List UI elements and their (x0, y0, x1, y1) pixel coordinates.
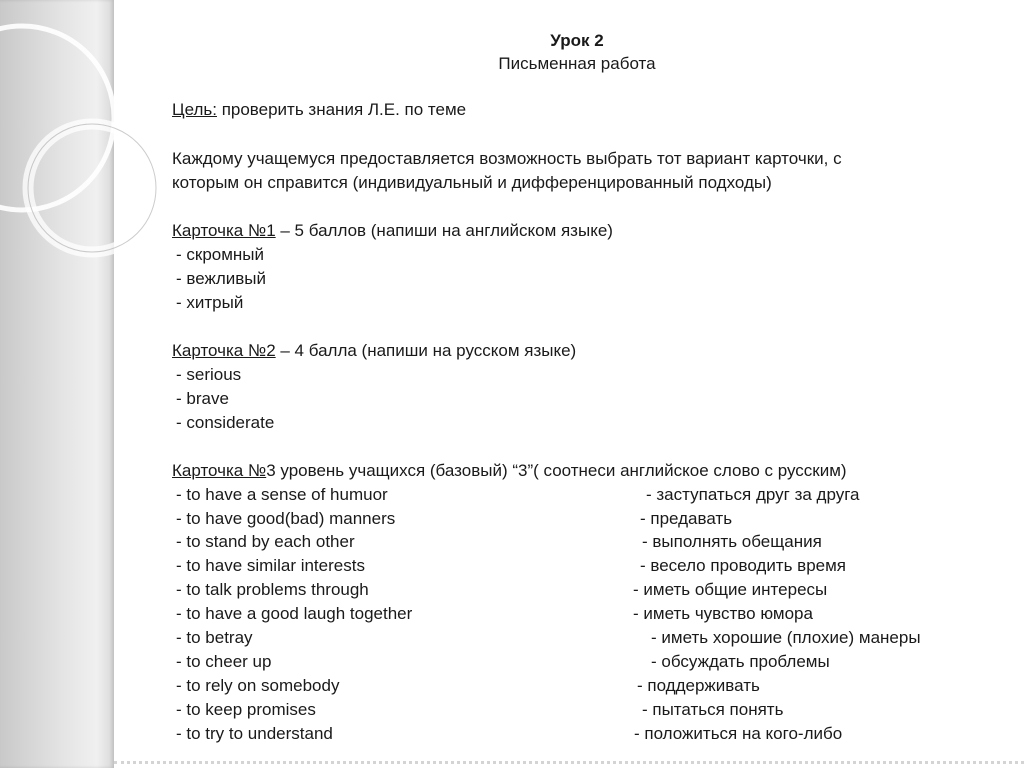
russian-phrase: - иметь общие интересы (633, 580, 828, 599)
card1-heading (172, 221, 613, 241)
card2-item: - serious (176, 365, 242, 384)
english-phrase: - to keep promises (176, 700, 316, 719)
card1-text: – 5 баллов (напиши на английском языке) (275, 221, 613, 240)
document-content (172, 0, 1012, 768)
goal-text: проверить знания Л.Е. по теме (216, 100, 467, 119)
intro-line-2: которым он справится (индивидуальный и дифференцированный подходы) (172, 173, 772, 192)
goal-label: Цель: (172, 100, 217, 119)
english-phrase: - to talk problems through (176, 580, 369, 599)
card2-item: - brave (176, 389, 229, 408)
card1-label: Карточка №1 (172, 221, 276, 240)
russian-phrase: - иметь хорошие (плохие) манеры (651, 628, 921, 647)
russian-phrase: - заступаться друг за друга (646, 485, 860, 504)
english-phrase: - to betray (176, 628, 253, 647)
english-phrase: - to have similar interests (176, 556, 365, 575)
deco-circle-medium (28, 124, 156, 252)
card2-heading (172, 341, 576, 361)
russian-phrase: - выполнять обещания (642, 532, 822, 551)
english-phrase: - to cheer up (176, 652, 272, 671)
card2-label: Карточка №2 (172, 341, 276, 360)
russian-phrase: - обсуждать проблемы (651, 652, 830, 671)
english-phrase: - to have a good laugh together (176, 604, 413, 623)
card1-item: - вежливый (176, 269, 267, 288)
lesson-title: Урок 2 (550, 31, 604, 50)
card2-item: - considerate (176, 413, 275, 432)
russian-phrase: - предавать (640, 509, 733, 528)
intro-line-1: Каждому учащемуся предоставляется возможность выбрать тот вариант карточки, с (172, 149, 842, 168)
english-phrase: - to have a sense of humuor (176, 485, 388, 504)
english-phrase: - to rely on somebody (176, 676, 340, 695)
card2-text: – 4 балла (напиши на русском языке) (275, 341, 577, 360)
russian-phrase: - положиться на кого-либо (634, 724, 843, 743)
lesson-subtitle: Письменная работа (498, 54, 656, 73)
english-phrase: - to try to understand (176, 724, 333, 743)
goal-line (172, 100, 466, 120)
russian-phrase: - пытаться понять (642, 700, 784, 719)
english-phrase: - to have good(bad) manners (176, 509, 396, 528)
card3-text: 3 уровень учащихся (базовый) “3”( соотнеси английское слово с русским) (266, 461, 847, 480)
card1-item: - скромный (176, 245, 265, 264)
russian-phrase: - весело проводить время (640, 556, 847, 575)
russian-phrase: - иметь чувство юмора (633, 604, 813, 623)
card3-heading (172, 461, 847, 481)
russian-phrase: - поддерживать (637, 676, 760, 695)
card3-label: Карточка № (172, 461, 267, 480)
deco-circle-large (0, 26, 114, 210)
card1-item: - хитрый (176, 293, 244, 312)
english-phrase: - to stand by each other (176, 532, 355, 551)
